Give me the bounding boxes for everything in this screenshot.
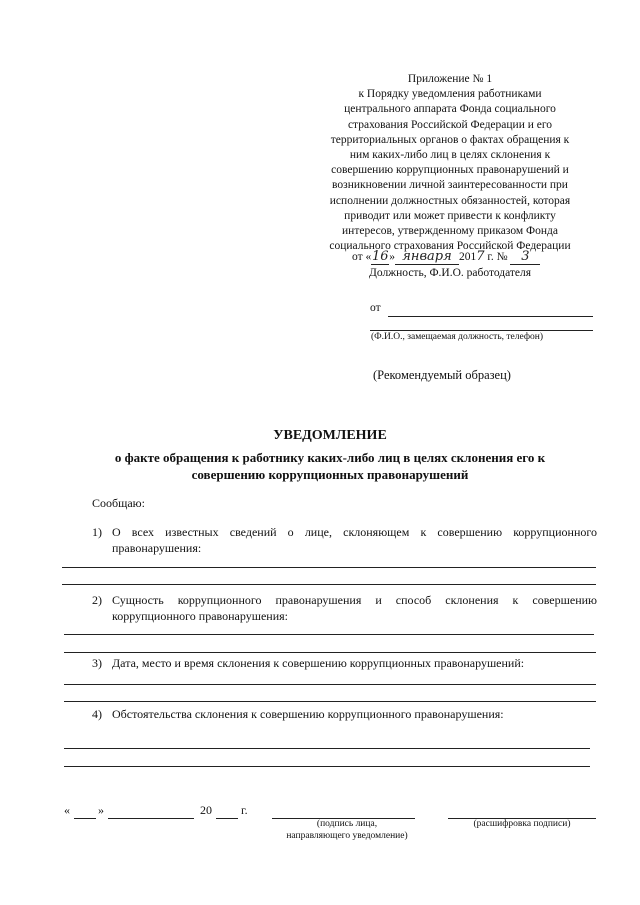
- item-text: О всех известных сведений о лице, склоняющем к совершению коррупционного правонарушения:: [112, 525, 597, 555]
- item-number: 1): [92, 525, 102, 539]
- from-label: от: [370, 302, 381, 314]
- signature-caption-line2: направляющего уведомление): [286, 831, 408, 841]
- item-text: Сущность коррупционного правонарушения и способ склонения к совершению коррупционного правонарушения:: [112, 593, 597, 623]
- order-date-line: [352, 249, 540, 265]
- notice-title-block: [70, 428, 590, 483]
- notice-subtitle-line2: совершению коррупционных правонарушений: [191, 467, 469, 482]
- appendix-line: приводит или может привести к конфликту: [344, 209, 556, 222]
- notice-subtitle-line1: о факте обращения к работнику каких-либо лиц в целях склонения его к: [114, 450, 546, 465]
- decode-signature-caption: (расшифровка подписи): [473, 819, 571, 829]
- appendix-line: Приложение № 1: [407, 73, 493, 85]
- handwritten-year-digit: 7: [476, 249, 485, 264]
- sig-year-line: [216, 818, 238, 819]
- answer-line: [64, 684, 596, 685]
- list-item: [92, 524, 597, 556]
- sig-quote-close: »: [98, 803, 104, 817]
- appendix-line: интересов, утвержденному приказом Фонда: [342, 225, 558, 238]
- fio-field-line: [370, 330, 593, 331]
- appendix-header: [300, 72, 600, 254]
- appendix-line: центрального аппарата Фонда социального: [344, 103, 556, 116]
- handwritten-day: 16: [371, 249, 389, 264]
- sig-month-line: [108, 818, 194, 819]
- appendix-line: исполнении должностных обязанностей, которая: [329, 194, 571, 207]
- answer-line: [64, 766, 590, 767]
- notice-title: УВЕДОМЛЕНИЕ: [273, 428, 387, 443]
- date-prefix: от «: [352, 251, 372, 263]
- appendix-line: территориальных органов о фактах обращения к: [330, 133, 570, 146]
- answer-line: [64, 748, 590, 749]
- list-item: [92, 655, 597, 671]
- item-number: 3): [92, 656, 102, 670]
- signature-caption: [262, 818, 432, 842]
- employer-label: Должность, Ф.И.О. работодателя: [369, 267, 532, 279]
- appendix-line: ним каких-либо лиц в целях склонения к: [349, 149, 551, 162]
- sig-year-prefix: 20: [200, 803, 212, 817]
- appendix-line: возникновении личной заинтересованности при: [332, 179, 568, 192]
- signature-caption-line1: (подпись лица,: [316, 819, 378, 829]
- sig-year-suffix: г.: [241, 803, 248, 817]
- item-number: 2): [92, 593, 102, 607]
- appendix-line: страхования Российской Федерации и его: [347, 118, 553, 131]
- year-prefix: 201: [459, 251, 477, 263]
- intro-text: Сообщаю:: [92, 496, 145, 510]
- item-number: 4): [92, 707, 102, 721]
- recommended-sample-label: (Рекомендуемый образец): [373, 368, 511, 382]
- handwritten-month: января: [395, 249, 459, 265]
- sig-quote-open: «: [64, 803, 70, 817]
- appendix-line: к Порядку уведомления работниками: [358, 88, 542, 101]
- answer-line: [64, 634, 594, 635]
- fio-caption: (Ф.И.О., замещаемая должность, телефон): [371, 332, 543, 342]
- from-field-line: [388, 316, 593, 317]
- handwritten-order-number: 3: [510, 249, 540, 265]
- sig-day-line: [74, 818, 96, 819]
- item-text: Дата, место и время склонения к совершению коррупционных правонарушений:: [112, 656, 525, 670]
- order-number-label: г. №: [484, 251, 508, 263]
- list-item: [92, 592, 597, 624]
- answer-line: [64, 701, 596, 702]
- item-text: Обстоятельства склонения к совершению коррупционного правонарушения:: [112, 707, 504, 721]
- answer-line: [62, 584, 596, 585]
- date-quote-close: »: [389, 251, 395, 263]
- appendix-line: социального страхования Российской Федерации: [329, 240, 571, 253]
- answer-line: [64, 652, 596, 653]
- list-item: [92, 706, 597, 722]
- appendix-line: совершению коррупционных правонарушений и: [331, 164, 569, 177]
- answer-line: [62, 567, 596, 568]
